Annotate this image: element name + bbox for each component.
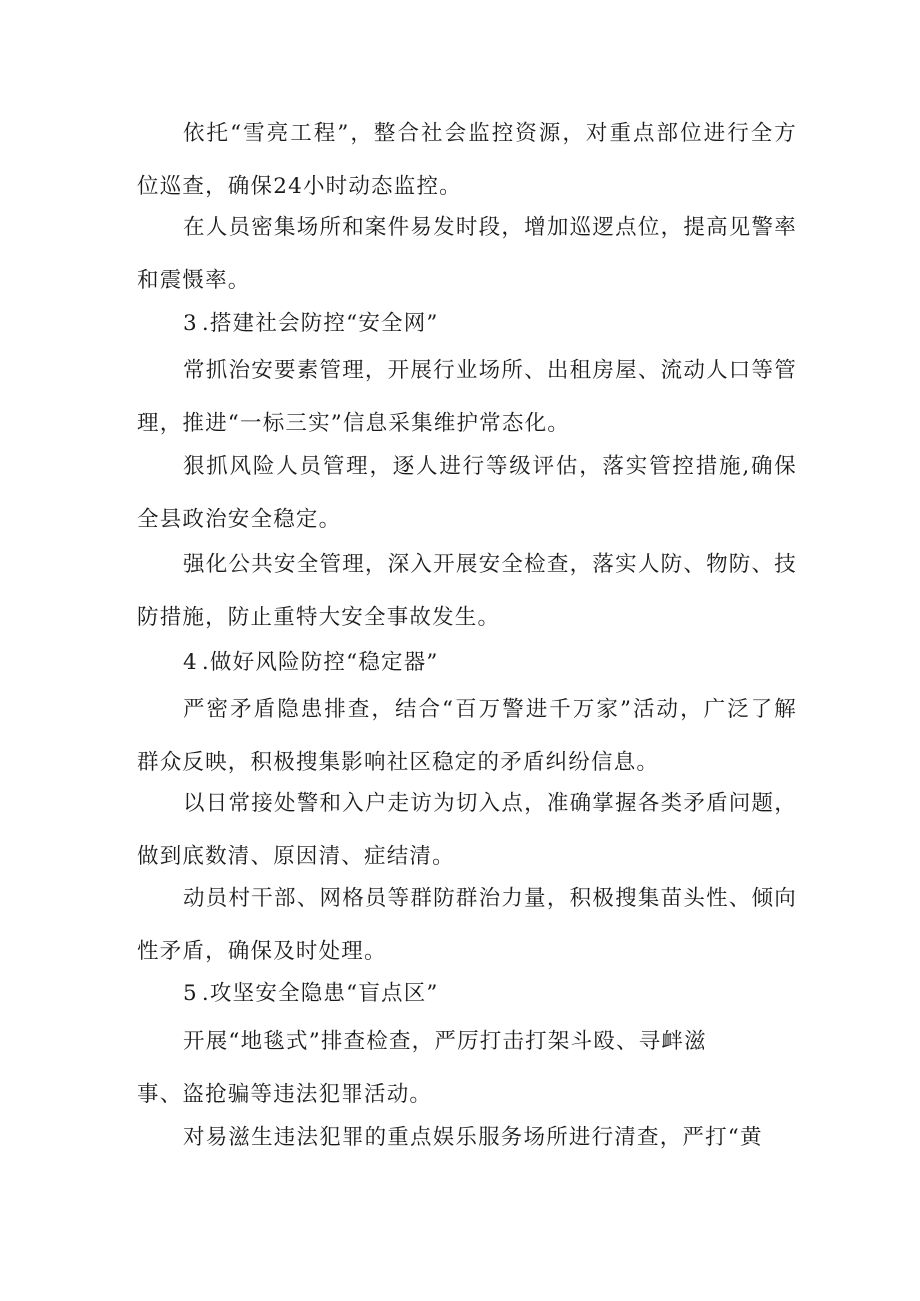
section-heading-3 xyxy=(183,297,439,350)
section-number: 4 xyxy=(183,650,198,675)
paragraph-patrol-points: 在人员密集场所和案件易发时段，增加巡逻点位，提高见警率和震慑率。 xyxy=(137,215,797,293)
paragraph-entertainment-venues: 对易滋生违法犯罪的重点娱乐服务场所进行清查，严打“黄 xyxy=(183,1125,763,1150)
section-title: .攻坚安全隐患“盲点区” xyxy=(201,981,439,1006)
section-number: 5 xyxy=(183,981,198,1006)
paragraph-public-order-management: 常抓治安要素管理，开展行业场所、出租房屋、流动人口等管理，推进“一标三实”信息采集维护常态化。 xyxy=(137,358,797,436)
paragraph-line: 事、盗抢骗等违法犯罪活动。 xyxy=(137,1082,433,1107)
paragraph-police-visits: 以日常接处警和入户走访为切入点，准确掌握各类矛盾问题，做到底数清、原因清、症结清。 xyxy=(137,791,797,869)
paragraph-public-safety: 强化公共安全管理，深入开展安全检查，落实人防、物防、技防措施，防止重特大安全事故发生。 xyxy=(137,552,797,630)
paragraph-carpet-inspection xyxy=(137,1015,797,1121)
paragraph-conflict-screening: 严密矛盾隐患排查，结合“百万警进千万家”活动，广泛了解群众反映，积极搜集影响社区稳定的矛盾纠纷信息。 xyxy=(137,697,797,775)
paragraph-snow-project: 依托“雪亮工程”，整合社会监控资源，对重点部位进行全方位巡查，确保24小时动态监控。 xyxy=(137,121,797,199)
paragraph-line: 开展“地毯式”排查检查，严厉打击打架斗殴、寻衅滋 xyxy=(183,1029,707,1054)
paragraph-risk-personnel: 狠抓风险人员管理，逐人进行等级评估，落实管控措施,确保全县政治安全稳定。 xyxy=(137,454,797,532)
section-heading-5 xyxy=(183,967,439,1020)
paragraph-mass-prevention: 动员村干部、网格员等群防群治力量，积极搜集苗头性、倾向性矛盾，确保及时处理。 xyxy=(137,886,797,964)
section-title: .做好风险防控“稳定器” xyxy=(201,650,439,675)
section-title: .搭建社会防控“安全网” xyxy=(201,311,439,336)
section-heading-4 xyxy=(183,636,439,689)
section-number: 3 xyxy=(183,311,198,336)
